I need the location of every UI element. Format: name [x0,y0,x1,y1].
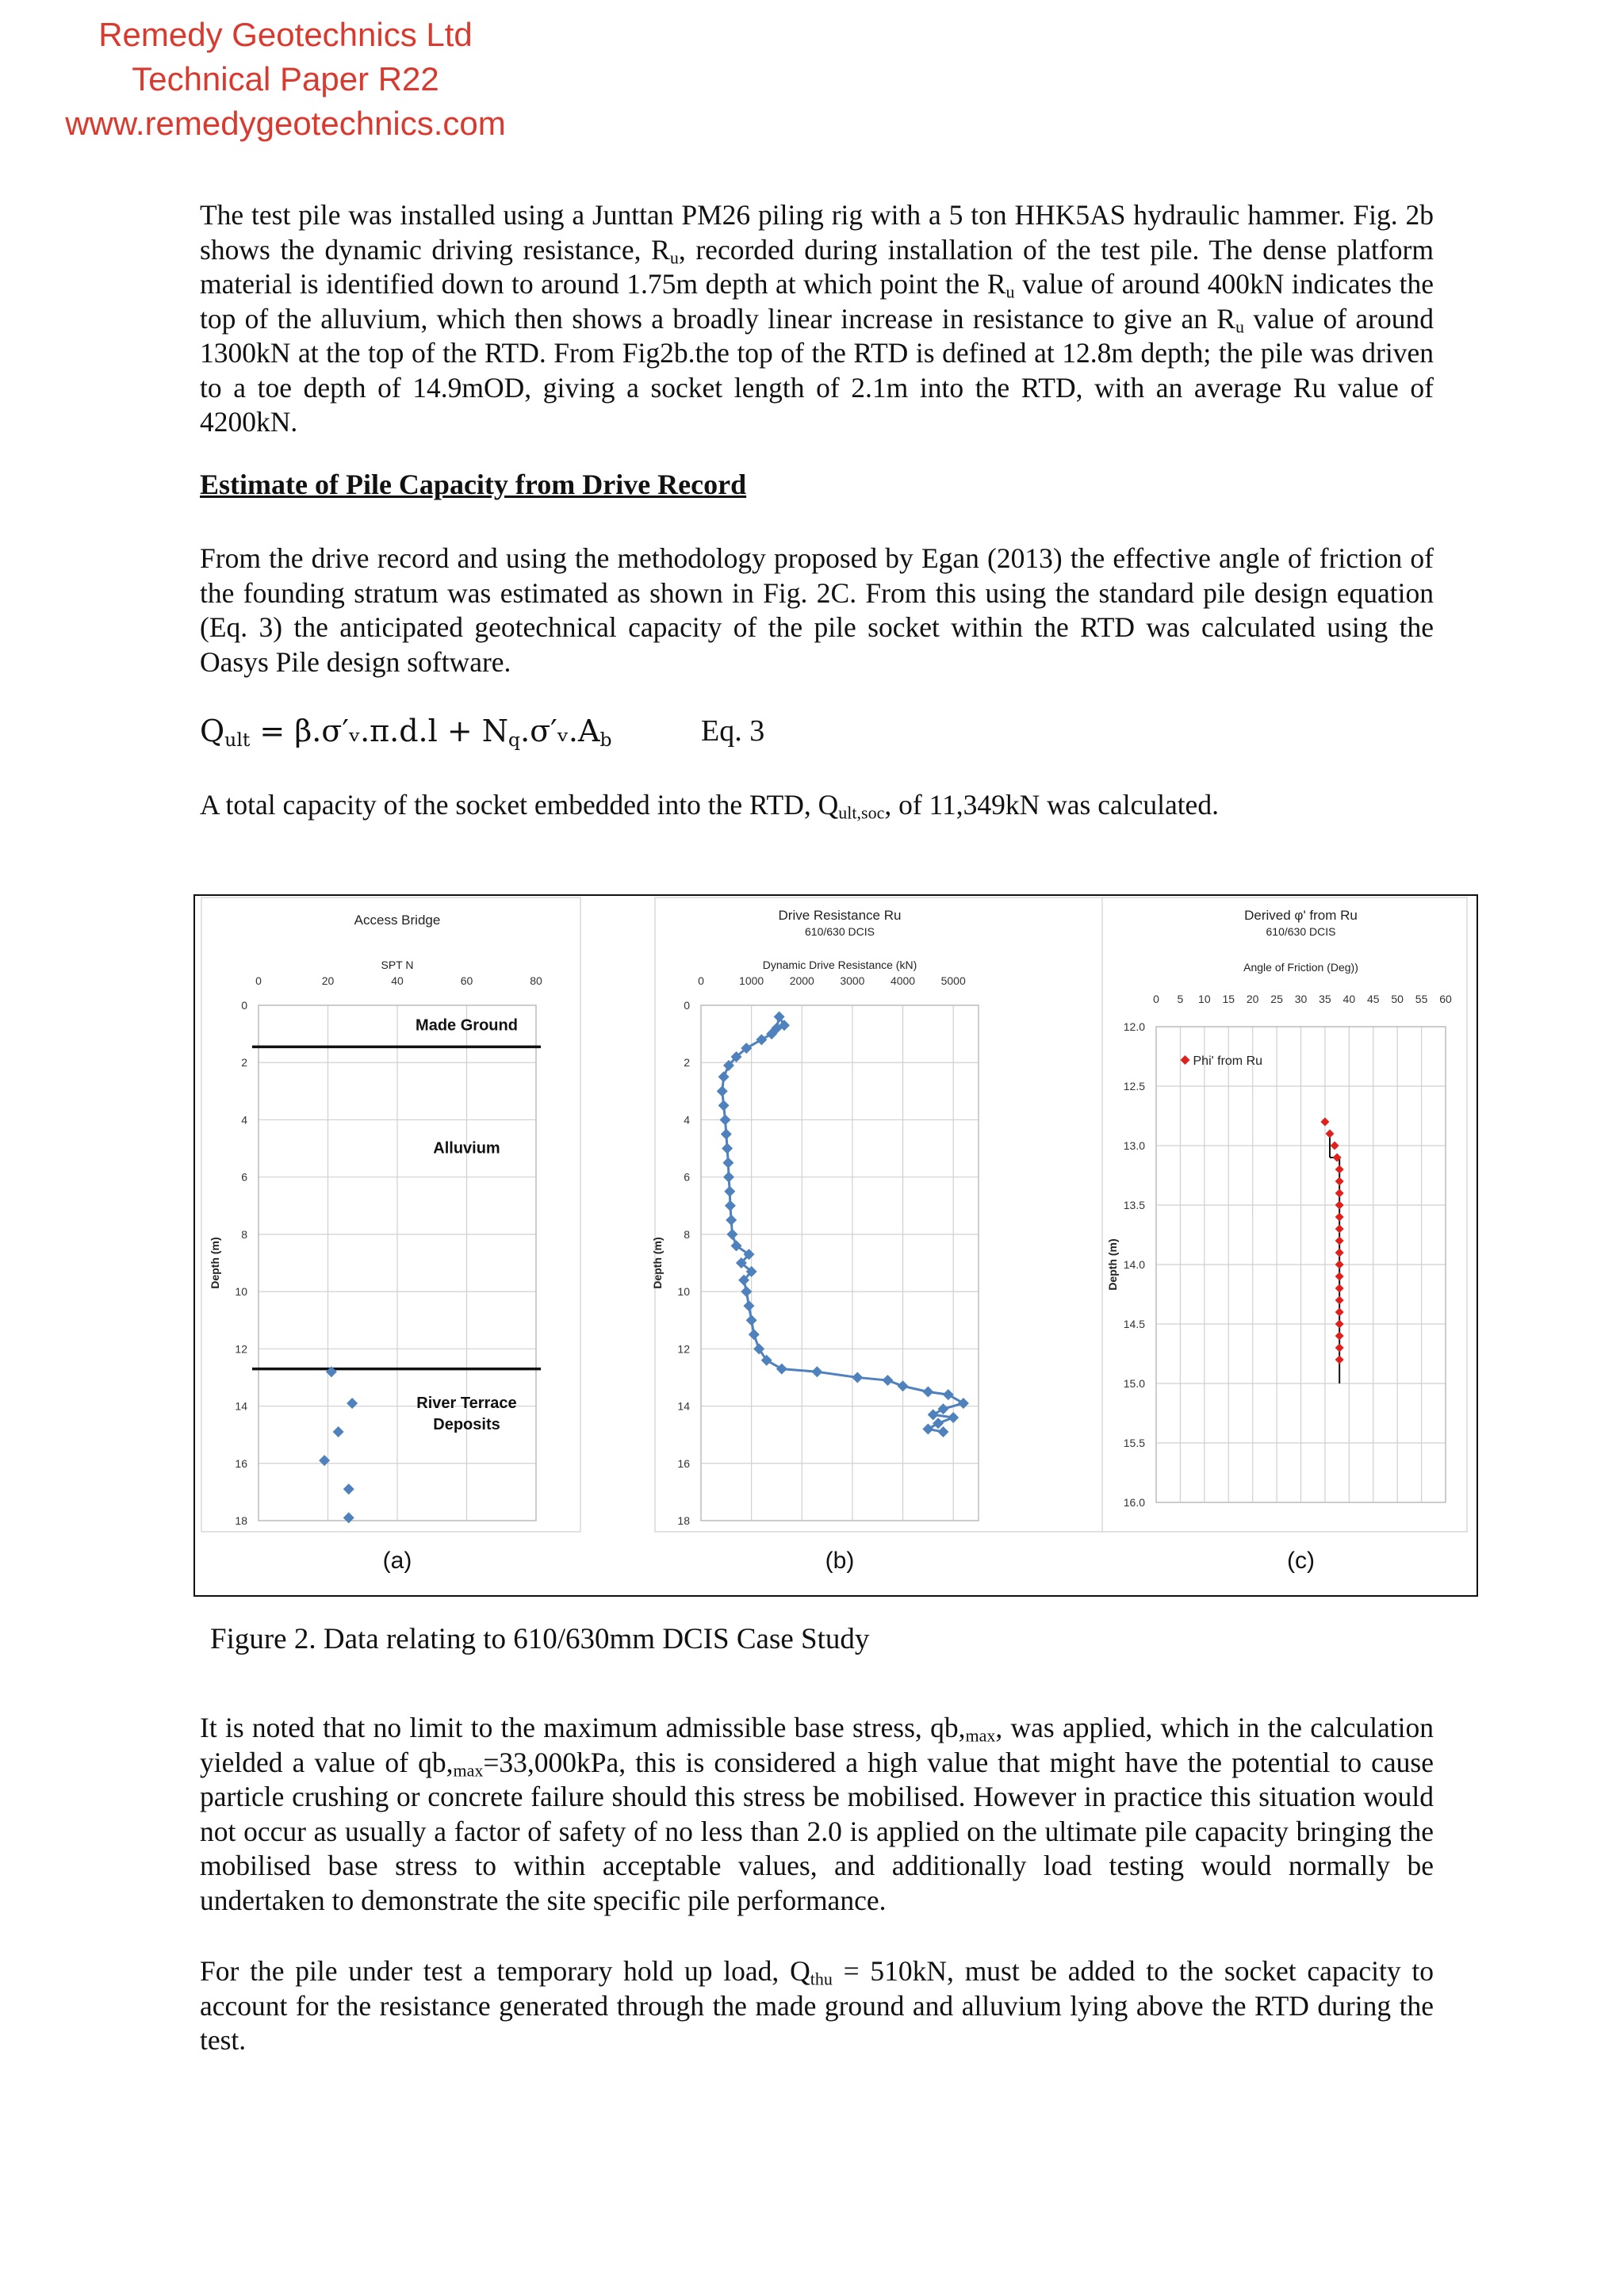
panel-1-subtitle: 610/630 DCIS [805,925,875,938]
panel-2-x-tick: 25 [1270,993,1283,1005]
panel-1-y-tick: 12 [677,1342,690,1356]
panel-2-y-tick: 16.0 [1123,1496,1145,1509]
panel-0-y-tick: 12 [235,1342,247,1356]
panel-2-x-tick: 35 [1319,993,1331,1005]
panel-2-x-tick: 45 [1366,993,1380,1005]
panel-2-x-tick: 30 [1294,993,1308,1005]
panel-0-y-tick: 4 [241,1113,247,1127]
panel-0-y-tick: 18 [235,1514,247,1527]
panel-2-x-tick: 55 [1415,993,1428,1005]
panel-2-y-tick: 12.5 [1123,1080,1145,1093]
panel-2-y-tick: 13.5 [1123,1199,1145,1211]
panel-1-x-tick: 2000 [789,974,814,987]
panel-0-y-tick: 2 [241,1056,247,1070]
panel-2-x-tick: 5 [1177,993,1184,1005]
stratum-label: Deposits [433,1415,500,1433]
panel-0-ylabel: Depth (m) [209,1237,221,1289]
paper-id: Technical Paper R22 [132,60,439,98]
panel-0-xlabel: SPT N [381,959,414,971]
panel-0-x-tick: 0 [255,974,262,987]
panel-2-x-tick: 0 [1153,993,1159,1005]
panel-1-y-tick: 14 [677,1399,690,1413]
equation-3: $Q_{ult}$ = β.σ′ᵥ.π.d.l + $N_q.\sigma'ᵥ.A_b$ [200,714,612,751]
panel-0-label: (a) [382,1548,412,1574]
stratum-label: Made Ground [416,1016,518,1035]
panel-2-x-tick: 50 [1391,993,1404,1005]
panel-2-y-tick: 14.5 [1123,1318,1145,1330]
website-link[interactable]: www.remedygeotechnics.com [65,105,506,142]
panel-2-subtitle: 610/630 DCIS [1266,925,1336,938]
panel-0-y-tick: 10 [235,1285,247,1299]
panel-1-y-tick: 18 [677,1514,690,1527]
paragraph-1: The test pile was installed using a Junttan PM26 piling rig with a 5 ton HHK5AS hydraulic hammer. Fig. 2b shows the dynamic driving resistance, $R_u$, recorded during installation of the test pile. The dense platform material is identified down to around 1.75m depth at which point the $R_u$ value of around 400kN indicates the top of the alluvium, which then shows a broadly linear increase in resistance to give an $R_u$ value of around 1300kN at the top of the RTD. From Fig2b.the top of the RTD is defined at 12.8m depth; the pile was driven to a toe depth of 14.9mOD, giving a socket length of 2.1m into the RTD, with an average Ru value of 4200kN. [200,199,1434,438]
panel-2-label: (c) [1287,1548,1315,1574]
stratum-label: Alluvium [433,1139,500,1158]
panel-0-x-tick: 40 [391,974,404,987]
panel-1-x-tick: 0 [698,974,704,987]
panel-1-border [655,897,1105,1532]
panel-2-x-tick: 10 [1198,993,1211,1005]
paragraph-5: For the pile under test a temporary hold up load, $Q_{thu} = 510kN$, must be added to the socket capacity to account for the resistance generated through the made ground and alluvium lying above the RTD during the test. [200,1955,1434,2056]
paragraph-3: A total capacity of the socket embedded into the RTD, $Q_{ult,soc}$, of 11,349kN was calculated. [200,789,1219,823]
panel-0-y-tick: 8 [241,1227,247,1241]
panel-1-y-tick: 16 [677,1456,690,1470]
section-heading: Estimate of Pile Capacity from Drive Record [200,469,747,500]
panel-1-y-tick: 6 [684,1170,690,1184]
panel-1-x-tick: 1000 [739,974,764,987]
panel-0-y-tick: 0 [241,999,247,1012]
panel-2-y-tick: 14.0 [1123,1258,1145,1271]
panel-1-y-tick: 8 [684,1227,690,1241]
panel-1-xlabel: Dynamic Drive Resistance (kN) [762,959,917,971]
panel-0-x-tick: 80 [530,974,542,987]
panel-2-x-tick: 20 [1246,993,1259,1005]
panel-0-title: Access Bridge [354,913,441,928]
legend-label: Phi' from Ru [1193,1054,1263,1068]
panel-2-xlabel: Angle of Friction (Deg)) [1243,961,1358,974]
panel-2-ylabel: Depth (m) [1106,1238,1119,1291]
panel-0-y-tick: 16 [235,1456,247,1470]
panel-2-x-tick: 15 [1222,993,1235,1005]
equation-label: Eq. 3 [701,714,765,748]
panel-2-y-tick: 15.0 [1123,1377,1145,1390]
panel-2-y-tick: 12.0 [1123,1020,1145,1033]
figure-2-frame [193,894,1478,1597]
panel-0-x-tick: 60 [460,974,473,987]
panel-2-x-tick: 60 [1439,993,1452,1005]
panel-0-y-tick: 14 [235,1399,247,1413]
panel-2-y-tick: 15.5 [1123,1437,1145,1449]
panel-0-y-tick: 6 [241,1170,247,1184]
company-name: Remedy Geotechnics Ltd [98,16,473,53]
figure-caption: Figure 2. Data relating to 610/630mm DCIS Case Study [210,1623,870,1655]
panel-1-label: (b) [825,1548,855,1574]
paragraph-2: From the drive record and using the methodology proposed by Egan (2013) the effective angle of friction of the founding stratum was estimated as shown in Fig. 2C. From this using the standard pile design equation (Eq. 3) the anticipated geotechnical capacity of the pile socket within the RTD was calculated using the Oasys Pile design software. [200,542,1434,678]
panel-2-y-tick: 13.0 [1123,1139,1145,1152]
stratum-label: River Terrace [416,1394,517,1412]
panel-1-ylabel: Depth (m) [651,1237,664,1289]
panel-1-y-tick: 2 [684,1056,690,1070]
panel-1-y-tick: 4 [684,1113,690,1127]
panel-1-title: Drive Resistance Ru [778,908,902,923]
panel-1-y-tick: 0 [684,999,690,1012]
panel-1-x-tick: 3000 [840,974,865,987]
panel-1-y-tick: 10 [677,1285,690,1299]
paragraph-4: It is noted that no limit to the maximum admissible base stress, $qb,_{max}$, was applied, which in the calculation yielded a value of $qb,_{max}=33,000kPa$, this is considered a high value that might have the potential to cause particle crushing or concrete failure should this stress be mobilised. However in practice this situation would not occur as usually a factor of safety of no less than 2.0 is applied on the ultimate pile capacity bringing the mobilised base stress to within acceptable values, and additionally load testing would normally be undertaken to demonstrate the site specific pile performance. [200,1712,1434,1916]
panel-2-x-tick: 40 [1342,993,1356,1005]
panel-0-x-tick: 20 [321,974,335,987]
panel-1-x-tick: 5000 [940,974,966,987]
header-block [0,13,571,146]
panel-1-x-tick: 4000 [890,974,916,987]
figure-2-charts [195,896,1476,1594]
panel-2-title: Derived φ' from Ru [1244,908,1358,923]
